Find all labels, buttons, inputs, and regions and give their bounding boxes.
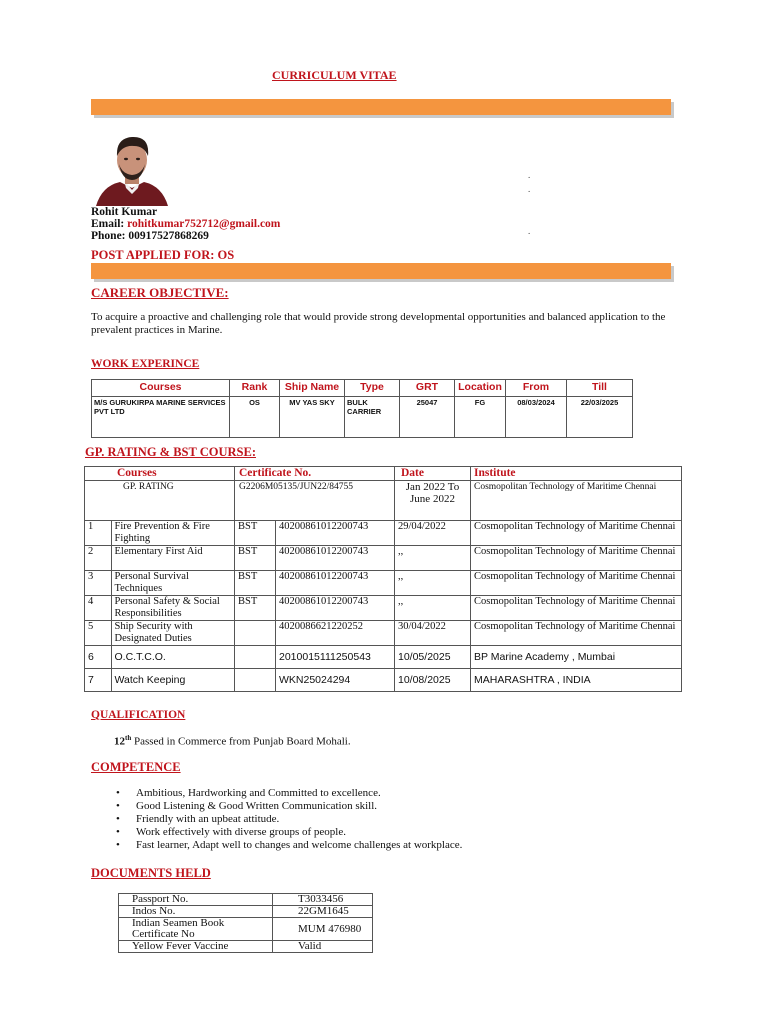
table-cell: MAHARASHTRA , INDIA	[471, 669, 682, 692]
table-row	[85, 669, 682, 692]
column-header: Courses	[92, 380, 230, 397]
list-item	[112, 826, 462, 839]
table-cell: 3	[85, 571, 112, 596]
table-cell: GP. RATING	[111, 481, 235, 521]
email-line	[91, 218, 280, 230]
document-title: CURRICULUM VITAE	[272, 68, 397, 82]
table-cell	[235, 669, 276, 692]
competence-list	[112, 787, 462, 852]
header-dot: .	[528, 226, 531, 236]
table-cell: 5	[85, 621, 112, 646]
post-applied: POST APPLIED FOR: OS	[91, 248, 235, 262]
column-header: Date	[395, 467, 471, 481]
table-row	[85, 596, 682, 621]
column-header: Till	[567, 380, 633, 397]
career-objective-heading: CAREER OBJECTIVE:	[91, 285, 229, 300]
table-row	[119, 894, 373, 906]
qualification-grade: 12	[114, 735, 125, 748]
table-cell: Cosmopolitan Technology of Maritime Chennai	[471, 521, 682, 546]
list-item-text: Fast learner, Adapt well to changes and welcome challenges at workplace.	[136, 839, 463, 851]
table-header-row	[92, 380, 633, 397]
table-cell: 1	[85, 521, 112, 546]
column-header: Certificate No.	[235, 467, 395, 481]
table-cell: ,,	[395, 596, 471, 621]
table-row	[119, 906, 373, 918]
bullet-icon: •	[116, 787, 120, 799]
career-objective-text: To acquire a proactive and challenging role that would provide strong developmental opportunities and balanced application to the prevalent practices in Marine.	[91, 311, 666, 336]
column-header: Location	[455, 380, 506, 397]
table-cell: 25047	[400, 397, 455, 438]
table-row	[85, 481, 682, 521]
table-cell: Cosmopolitan Technology of Maritime Chennai	[471, 596, 682, 621]
table-cell: Yellow Fever Vaccine	[119, 941, 273, 953]
table-cell: BP Marine Academy , Mumbai	[471, 646, 682, 669]
column-header: Rank	[230, 380, 280, 397]
table-cell: BST	[235, 596, 276, 621]
qualification-text	[114, 734, 351, 748]
table-header-row	[85, 467, 682, 481]
table-cell: Cosmopolitan Technology of Maritime Chennai	[471, 621, 682, 646]
table-cell: Watch Keeping	[111, 669, 235, 692]
table-cell: G2206M05135/JUN22/84755	[235, 481, 395, 521]
table-cell: FG	[455, 397, 506, 438]
gp-rating-table	[84, 466, 682, 692]
table-cell: 2010015111250543	[276, 646, 395, 669]
table-cell	[85, 467, 112, 481]
bullet-icon: •	[116, 800, 120, 812]
table-cell: 22GM1645	[273, 906, 373, 918]
list-item	[112, 787, 462, 800]
phone-line	[91, 230, 280, 242]
table-row	[119, 918, 373, 941]
documents-table	[118, 893, 373, 953]
table-cell: 40200861012200743	[276, 596, 395, 621]
email-label: Email:	[91, 218, 125, 230]
contact-block	[91, 206, 280, 242]
table-cell: OS	[230, 397, 280, 438]
table-cell: 4	[85, 596, 112, 621]
table-cell	[235, 646, 276, 669]
table-cell: BULK CARRIER	[345, 397, 400, 438]
table-row	[85, 571, 682, 596]
table-cell: Valid	[273, 941, 373, 953]
bullet-icon: •	[116, 826, 120, 838]
portrait-image	[92, 130, 172, 206]
column-header: Institute	[471, 467, 682, 481]
table-row	[85, 521, 682, 546]
table-cell: Personal Safety & Social Responsibilities	[111, 596, 235, 621]
column-header: Ship Name	[280, 380, 345, 397]
table-cell: Jan 2022 To June 2022	[395, 481, 471, 521]
list-item-text: Work effectively with diverse groups of people.	[136, 826, 346, 838]
table-cell: 7	[85, 669, 112, 692]
orange-divider-top	[91, 99, 671, 115]
qualification-detail: Passed in Commerce from Punjab Board Mohali.	[131, 735, 351, 748]
table-cell: 22/03/2025	[567, 397, 633, 438]
list-item	[112, 813, 462, 826]
competence-heading: COMPETENCE	[91, 760, 181, 774]
table-row	[85, 546, 682, 571]
table-cell: BST	[235, 521, 276, 546]
table-cell: 40200861012200743	[276, 546, 395, 571]
work-experience-table	[91, 379, 633, 438]
table-cell: BST	[235, 546, 276, 571]
table-cell: M/S GURUKIRPA MARINE SERVICES PVT LTD	[92, 397, 230, 438]
table-cell: Ship Security with Designated Duties	[111, 621, 235, 646]
list-item	[112, 800, 462, 813]
documents-heading: DOCUMENTS HELD	[91, 866, 211, 880]
column-header: From	[506, 380, 567, 397]
work-experience-heading: WORK EXPERINCE	[91, 358, 200, 370]
email-link[interactable]: rohitkumar752712@gmail.com	[127, 218, 281, 230]
column-header: Courses	[111, 467, 235, 481]
table-cell: Elementary First Aid	[111, 546, 235, 571]
table-cell: MV YAS SKY	[280, 397, 345, 438]
table-cell: MUM 476980	[273, 918, 373, 941]
qualification-heading: QUALIFICATION	[91, 709, 186, 721]
list-item-text: Ambitious, Hardworking and Committed to excellence.	[136, 787, 381, 799]
phone-label: Phone:	[91, 230, 126, 242]
table-cell: T3033456	[273, 894, 373, 906]
list-item-text: Friendly with an upbeat attitude.	[136, 813, 280, 825]
table-cell: 29/04/2022	[395, 521, 471, 546]
table-cell: Cosmopolitan Technology of Maritime Chennai	[471, 571, 682, 596]
header-dot: .	[528, 170, 531, 180]
table-cell: BST	[235, 571, 276, 596]
qualification-grade-suffix: th	[125, 734, 132, 742]
bullet-icon: •	[116, 839, 120, 851]
table-cell	[85, 481, 112, 521]
table-cell: ,,	[395, 546, 471, 571]
table-cell: Personal Survival Techniques	[111, 571, 235, 596]
header-dot: .	[528, 184, 531, 194]
table-cell: 40200861012200743	[276, 571, 395, 596]
list-item	[112, 839, 462, 852]
table-cell: Indian Seamen Book Certificate No	[119, 918, 273, 941]
list-item-text: Good Listening & Good Written Communication skill.	[136, 800, 378, 812]
bullet-icon: •	[116, 813, 120, 825]
table-cell: O.C.T.C.O.	[111, 646, 235, 669]
table-cell	[235, 621, 276, 646]
profile-photo	[92, 130, 172, 206]
orange-divider-bottom	[91, 263, 671, 279]
table-cell: 30/04/2022	[395, 621, 471, 646]
table-cell: ,,	[395, 571, 471, 596]
table-cell: 402008610122007​43	[276, 521, 395, 546]
table-cell: 08/03/2024	[506, 397, 567, 438]
gp-rating-heading: GP. RATING & BST COURSE:	[85, 445, 256, 459]
table-cell: Passport No.	[119, 894, 273, 906]
candidate-name: Rohit Kumar	[91, 206, 158, 218]
column-header: Type	[345, 380, 400, 397]
table-cell: Cosmopolitan Technology of Maritime Chennai	[471, 546, 682, 571]
phone-number: 00917527868269	[128, 230, 209, 242]
column-header: GRT	[400, 380, 455, 397]
table-cell: Cosmopolitan Technology of Maritime Chennai	[471, 481, 682, 521]
table-cell: 6	[85, 646, 112, 669]
table-cell: 10/05/2025	[395, 646, 471, 669]
table-cell: 4020086621220252	[276, 621, 395, 646]
table-row	[119, 941, 373, 953]
table-cell: 2	[85, 546, 112, 571]
table-row	[85, 621, 682, 646]
table-row	[92, 397, 633, 438]
table-cell: Indos No.	[119, 906, 273, 918]
table-row	[85, 646, 682, 669]
table-cell: Fire Prevention & Fire Fighting	[111, 521, 235, 546]
table-cell: 10/08/2025	[395, 669, 471, 692]
table-cell: WKN25024294	[276, 669, 395, 692]
